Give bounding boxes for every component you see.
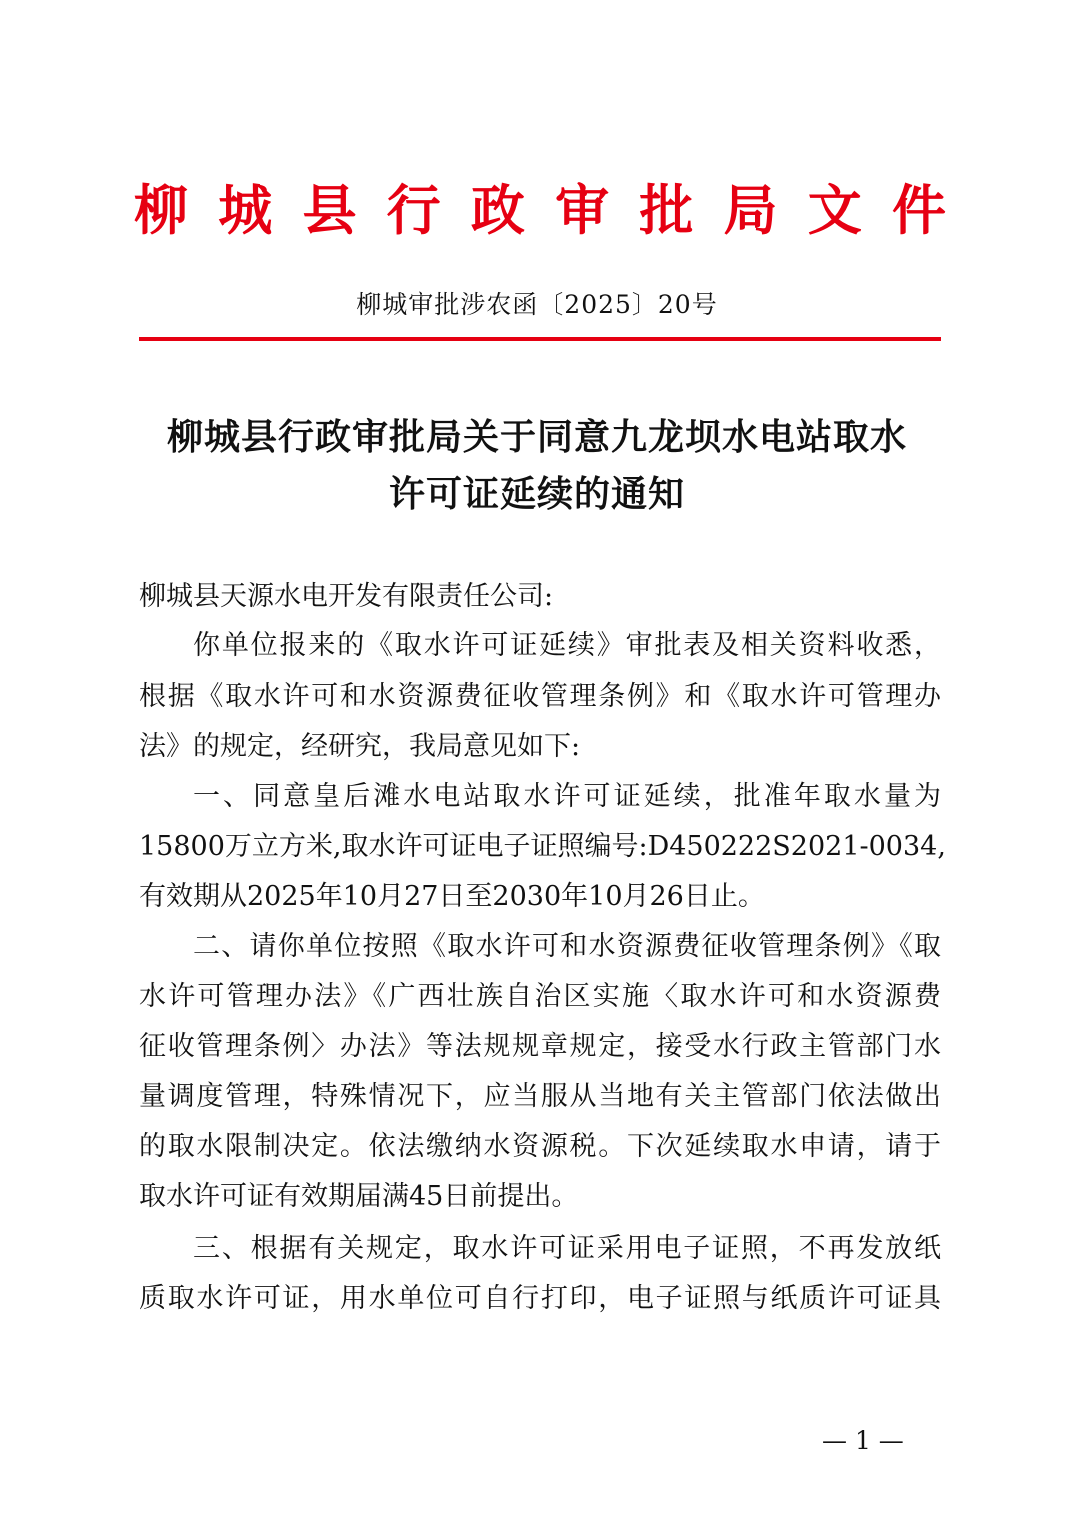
document-number: 柳城审批涉农函〔2025〕20号 — [356, 290, 718, 319]
paragraph-1-line: 根据《取水许可和水资源费征收管理条例》和《取水许可管理办 — [139, 681, 941, 712]
paragraph-3-line: 量调度管理，特殊情况下，应当服从当地有关主管部门依法做出 — [139, 1081, 941, 1112]
masthead-char: 局 — [723, 178, 778, 242]
paragraph-3-line: 的取水限制决定。依法缴纳水资源税。下次延续取水申请，请于 — [139, 1131, 941, 1162]
masthead-char: 县 — [302, 178, 357, 242]
paragraph-3-line: 水许可管理办法》《广西壮族自治区实施〈取水许可和水资源费 — [139, 981, 941, 1012]
masthead-char: 柳 — [134, 178, 188, 242]
document-title-line-1: 柳城县行政审批局关于同意九龙坝水电站取水 — [166, 416, 907, 458]
paragraph-2-line: 15800万立方米,取水许可证电子证照编号:D450222S2021-0034, — [139, 831, 946, 862]
masthead-char: 审 — [555, 178, 610, 242]
masthead-char: 批 — [639, 178, 694, 242]
paragraph-2-line: 一、同意皇后滩水电站取水许可证延续，批准年取水量为 — [193, 781, 941, 812]
paragraph-1-line: 法》的规定，经研究，我局意见如下: — [139, 731, 581, 762]
paragraph-2-line: 有效期从2025年10月27日至2030年10月26日止。 — [139, 881, 765, 912]
paragraph-3-line: 二、请你单位按照《取水许可和水资源费征收管理条例》《取 — [193, 931, 941, 962]
salutation: 柳城县天源水电开发有限责任公司: — [139, 581, 554, 612]
page-number: — 1 — — [822, 1426, 904, 1455]
paragraph-4-line: 质取水许可证，用水单位可自行打印，电子证照与纸质许可证具 — [139, 1283, 941, 1314]
document-title-line-2: 许可证延续的通知 — [388, 473, 685, 515]
masthead-char: 政 — [470, 178, 525, 242]
masthead-title — [134, 175, 946, 245]
masthead-char: 城 — [218, 178, 273, 242]
masthead-char: 行 — [386, 178, 441, 242]
paragraph-3-line: 征收管理条例〉办法》等法规规章规定，接受水行政主管部门水 — [139, 1031, 941, 1062]
masthead-char: 件 — [891, 178, 946, 242]
paragraph-4-line: 三、根据有关规定，取水许可证采用电子证照，不再发放纸 — [193, 1233, 941, 1264]
paragraph-3-line: 取水许可证有效期届满45日前提出。 — [139, 1181, 579, 1212]
masthead-char: 文 — [807, 178, 862, 242]
red-divider-line — [139, 337, 941, 341]
paragraph-1-line: 你单位报来的《取水许可证延续》审批表及相关资料收悉， — [193, 630, 941, 661]
